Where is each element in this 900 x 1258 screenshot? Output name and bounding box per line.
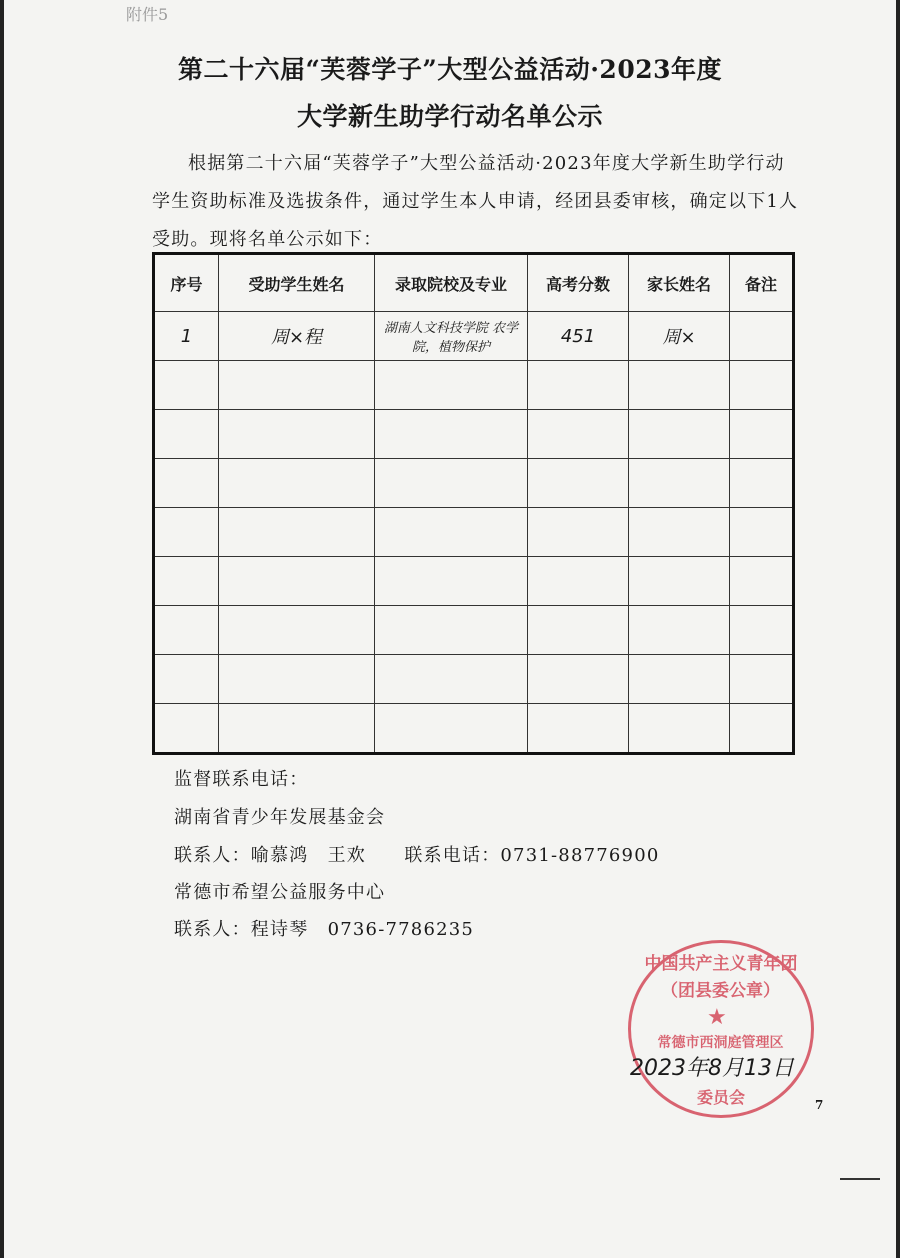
scan-mark <box>840 1178 880 1180</box>
cell-school-major: 湖南人文科技学院 农学院，植物保护 <box>375 312 528 361</box>
col-index: 序号 <box>154 254 219 312</box>
annex-label: 附件5 <box>126 5 169 24</box>
table-row-empty <box>154 655 794 704</box>
recipient-table <box>152 252 795 755</box>
official-seal <box>628 940 814 1118</box>
table-header-row <box>154 254 794 312</box>
seal-bottom-text-2: 委员会 <box>696 1088 745 1107</box>
org2-contact-info: 联系人：程诗琴 0736-7786235 <box>174 919 475 940</box>
table-row-empty <box>154 508 794 557</box>
seal-middle-text: （团县委公章） <box>661 981 780 1001</box>
supervision-heading: 监督联系电话： <box>174 769 309 790</box>
intro-paragraph: 根据第二十六届“芙蓉学子”大型公益活动·2023年度大学新生助学行动学生资助标准及选拔条件，通过学生本人申请，经团县委审核，确定以下1人受助。现将名单公示如下： <box>152 153 799 250</box>
document-title: 第二十六届“芙蓉学子”大型公益活动·2023年度 <box>177 55 723 84</box>
cell-score: 451 <box>528 312 629 361</box>
col-remarks: 备注 <box>730 254 794 312</box>
document-subtitle: 大学新生助学行动名单公示 <box>296 102 603 131</box>
col-score: 高考分数 <box>528 254 629 312</box>
table-row-empty <box>154 410 794 459</box>
cell-remarks <box>730 312 794 361</box>
page-number: 7 <box>815 1098 824 1112</box>
table-row-empty <box>154 606 794 655</box>
signature-date: 2023年8月13日 <box>630 1056 794 1081</box>
table-row <box>154 312 794 361</box>
cell-index: 1 <box>154 312 219 361</box>
table-row-empty <box>154 361 794 410</box>
org-hunan-youth-foundation: 湖南省青少年发展基金会 <box>174 807 386 828</box>
table-row-empty <box>154 459 794 508</box>
scan-border-left <box>0 0 4 1258</box>
table-row-empty <box>154 704 794 754</box>
org-changde-hope-center: 常德市希望公益服务中心 <box>174 882 386 903</box>
star-icon: ★ <box>707 1005 727 1030</box>
cell-student-name: 周×程 <box>219 312 375 361</box>
col-student-name: 受助学生姓名 <box>219 254 375 312</box>
cell-parent-name: 周× <box>629 312 730 361</box>
col-parent-name: 家长姓名 <box>629 254 730 312</box>
seal-bottom-text: 常德市西洞庭管理区 <box>657 1035 784 1051</box>
col-school-major: 录取院校及专业 <box>375 254 528 312</box>
org1-contact-info: 联系人：喻慕鸿 王欢 联系电话：0731-88776900 <box>174 845 660 866</box>
scan-border-right <box>896 0 900 1258</box>
seal-top-text: 中国共产主义青年团 <box>644 954 798 974</box>
table-row-empty <box>154 557 794 606</box>
